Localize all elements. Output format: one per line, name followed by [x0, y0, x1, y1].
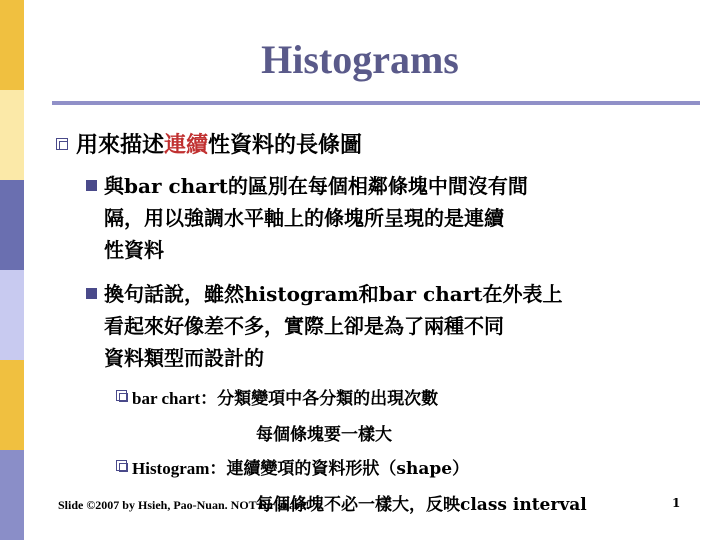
sidebar-block: [0, 180, 24, 270]
sub-bullet-line: 換句話說，雖然histogram和bar chart在外表上: [104, 282, 563, 306]
main-bullet-highlight: 連續: [164, 132, 209, 158]
sidebar-block: [0, 90, 24, 180]
sub-bullet-line: 與bar chart的區別在每個相鄰條塊中間沒有間: [104, 174, 528, 198]
bullet-icon: [86, 180, 97, 191]
third-level-continuation: 每個條塊不必一樣大，反映class interval: [256, 495, 587, 515]
third-level-text: 分類變項中各分類的出現次數: [217, 389, 439, 409]
sub-bullet-line: 看起來好像差不多，實際上卻是為了兩種不同: [104, 314, 504, 338]
sub-bullet-line: 性資料: [104, 238, 164, 262]
bullet-icon: [116, 390, 127, 401]
slide-title: Histograms: [261, 37, 459, 82]
sub-bullet-line: 隔，用以強調水平軸上的條塊所呈現的是連續: [104, 206, 504, 230]
bullet-icon: [116, 460, 127, 471]
sidebar-block: [0, 270, 24, 360]
third-level-continuation: 每個條塊要一樣大: [256, 425, 392, 445]
sidebar-block: [0, 0, 24, 90]
third-level-line: [132, 454, 469, 479]
third-level-label: Histogram：: [132, 459, 227, 478]
bullet-icon: [86, 288, 97, 299]
third-level-text: 連續變項的資料形狀（shape）: [226, 459, 470, 479]
bullet-icon: [56, 138, 68, 150]
main-bullet-after: 性資料的長條圖: [208, 132, 363, 158]
title-underline: [52, 101, 700, 105]
third-level-label: bar chart：: [132, 389, 218, 408]
sub-bullet-line: 資料類型而設計的: [104, 346, 264, 370]
sidebar-block: [0, 450, 24, 540]
slide-footer: Slide ©2007 by Hsieh, Pao-Nuan. NOT for share!: [58, 498, 310, 512]
main-bullet-before: 用來描述: [76, 132, 165, 158]
main-bullet-text: [76, 128, 362, 159]
decorative-sidebar: [0, 0, 24, 540]
page-number: 1: [672, 496, 681, 510]
third-level-line: [132, 384, 438, 409]
sidebar-block: [0, 360, 24, 450]
